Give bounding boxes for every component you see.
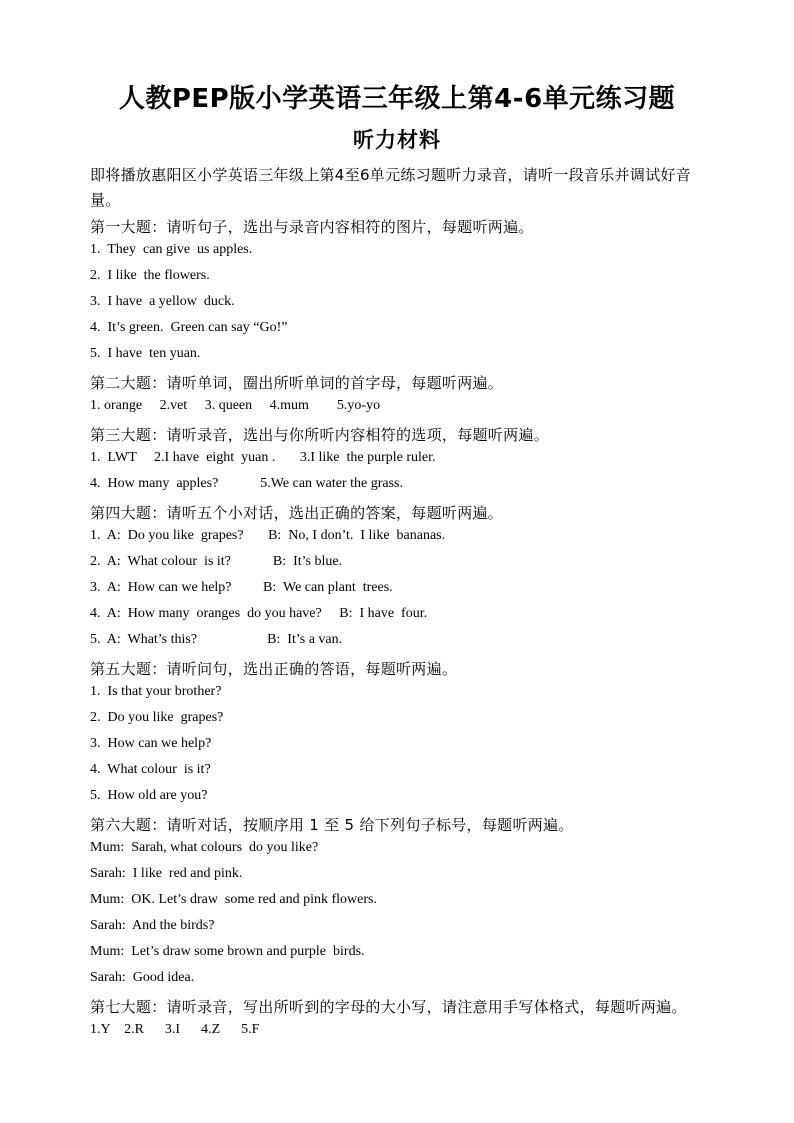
script-line: 5. A: What’s this? B: It’s a van. — [90, 632, 343, 647]
script-line: 1. LWT 2.I have eight yuan . 3.I like the purple ruler. — [90, 450, 436, 465]
script-line: 4. What colour is it? — [90, 762, 211, 777]
script-line: 4. A: How many oranges do you have? B: I have four. — [90, 606, 428, 621]
script-line: 5. How old are you? — [90, 788, 208, 803]
script-line: 1. Is that your brother? — [90, 684, 222, 699]
script-line: 2. A: What colour is it? B: It’s blue. — [90, 554, 343, 569]
intro-paragraph: 即将播放惠阳区小学英语三年级上第4至6单元练习题听力录音，请听一段音乐并调试好音量。 — [90, 166, 692, 209]
script-line: 1. They can give us apples. — [90, 242, 253, 257]
section-heading: 第四大题：请听五个小对话，选出正确的答案，每题听两遍。 — [90, 504, 504, 522]
section-heading: 第三大题：请听录音，选出与你所听内容相符的选项，每题听两遍。 — [90, 426, 550, 444]
script-line: Sarah: I like red and pink. — [90, 866, 243, 881]
section-heading: 第一大题：请听句子，选出与录音内容相符的图片，每题听两遍。 — [90, 218, 534, 236]
script-line: 1. orange 2.vet 3. queen 4.mum 5.yo-yo — [90, 398, 381, 413]
script-line: Mum: Let’s draw some brown and purple birds. — [90, 944, 365, 959]
section-heading: 第五大题：请听问句，选出正确的答语，每题听两遍。 — [90, 660, 458, 678]
script-line: 2. I like the flowers. — [90, 268, 210, 283]
script-line: Sarah: And the birds? — [90, 918, 215, 933]
document-subtitle: 听力材料 — [353, 128, 441, 152]
script-line: 2. Do you like grapes? — [90, 710, 224, 725]
section-heading: 第二大题：请听单词，圈出所听单词的首字母，每题听两遍。 — [90, 374, 504, 392]
script-line: 1. A: Do you like grapes? B: No, I don’t. I like bananas. — [90, 528, 446, 543]
script-line: 5. I have ten yuan. — [90, 346, 201, 361]
script-line: Sarah: Good idea. — [90, 970, 195, 985]
script-line: Mum: Sarah, what colours do you like? — [90, 840, 319, 855]
section-heading: 第六大题：请听对话，按顺序用 1 至 5 给下列句子标号，每题听两遍。 — [90, 816, 574, 834]
document-title: 人教PEP版小学英语三年级上第4-6单元练习题 — [118, 84, 676, 114]
script-line: 1.Y 2.R 3.I 4.Z 5.F — [90, 1022, 260, 1037]
script-line: 3. A: How can we help? B: We can plant trees. — [90, 580, 393, 595]
script-line: 4. It’s green. Green can say “Go!” — [90, 320, 288, 335]
section-heading: 第七大题：请听录音，写出所听到的字母的大小写，请注意用手写体格式，每题听两遍。 — [90, 998, 687, 1016]
script-line: 3. How can we help? — [90, 736, 212, 751]
script-line: Mum: OK. Let’s draw some red and pink flowers. — [90, 892, 377, 907]
script-line: 3. I have a yellow duck. — [90, 294, 235, 309]
script-line: 4. How many apples? 5.We can water the grass. — [90, 476, 404, 491]
